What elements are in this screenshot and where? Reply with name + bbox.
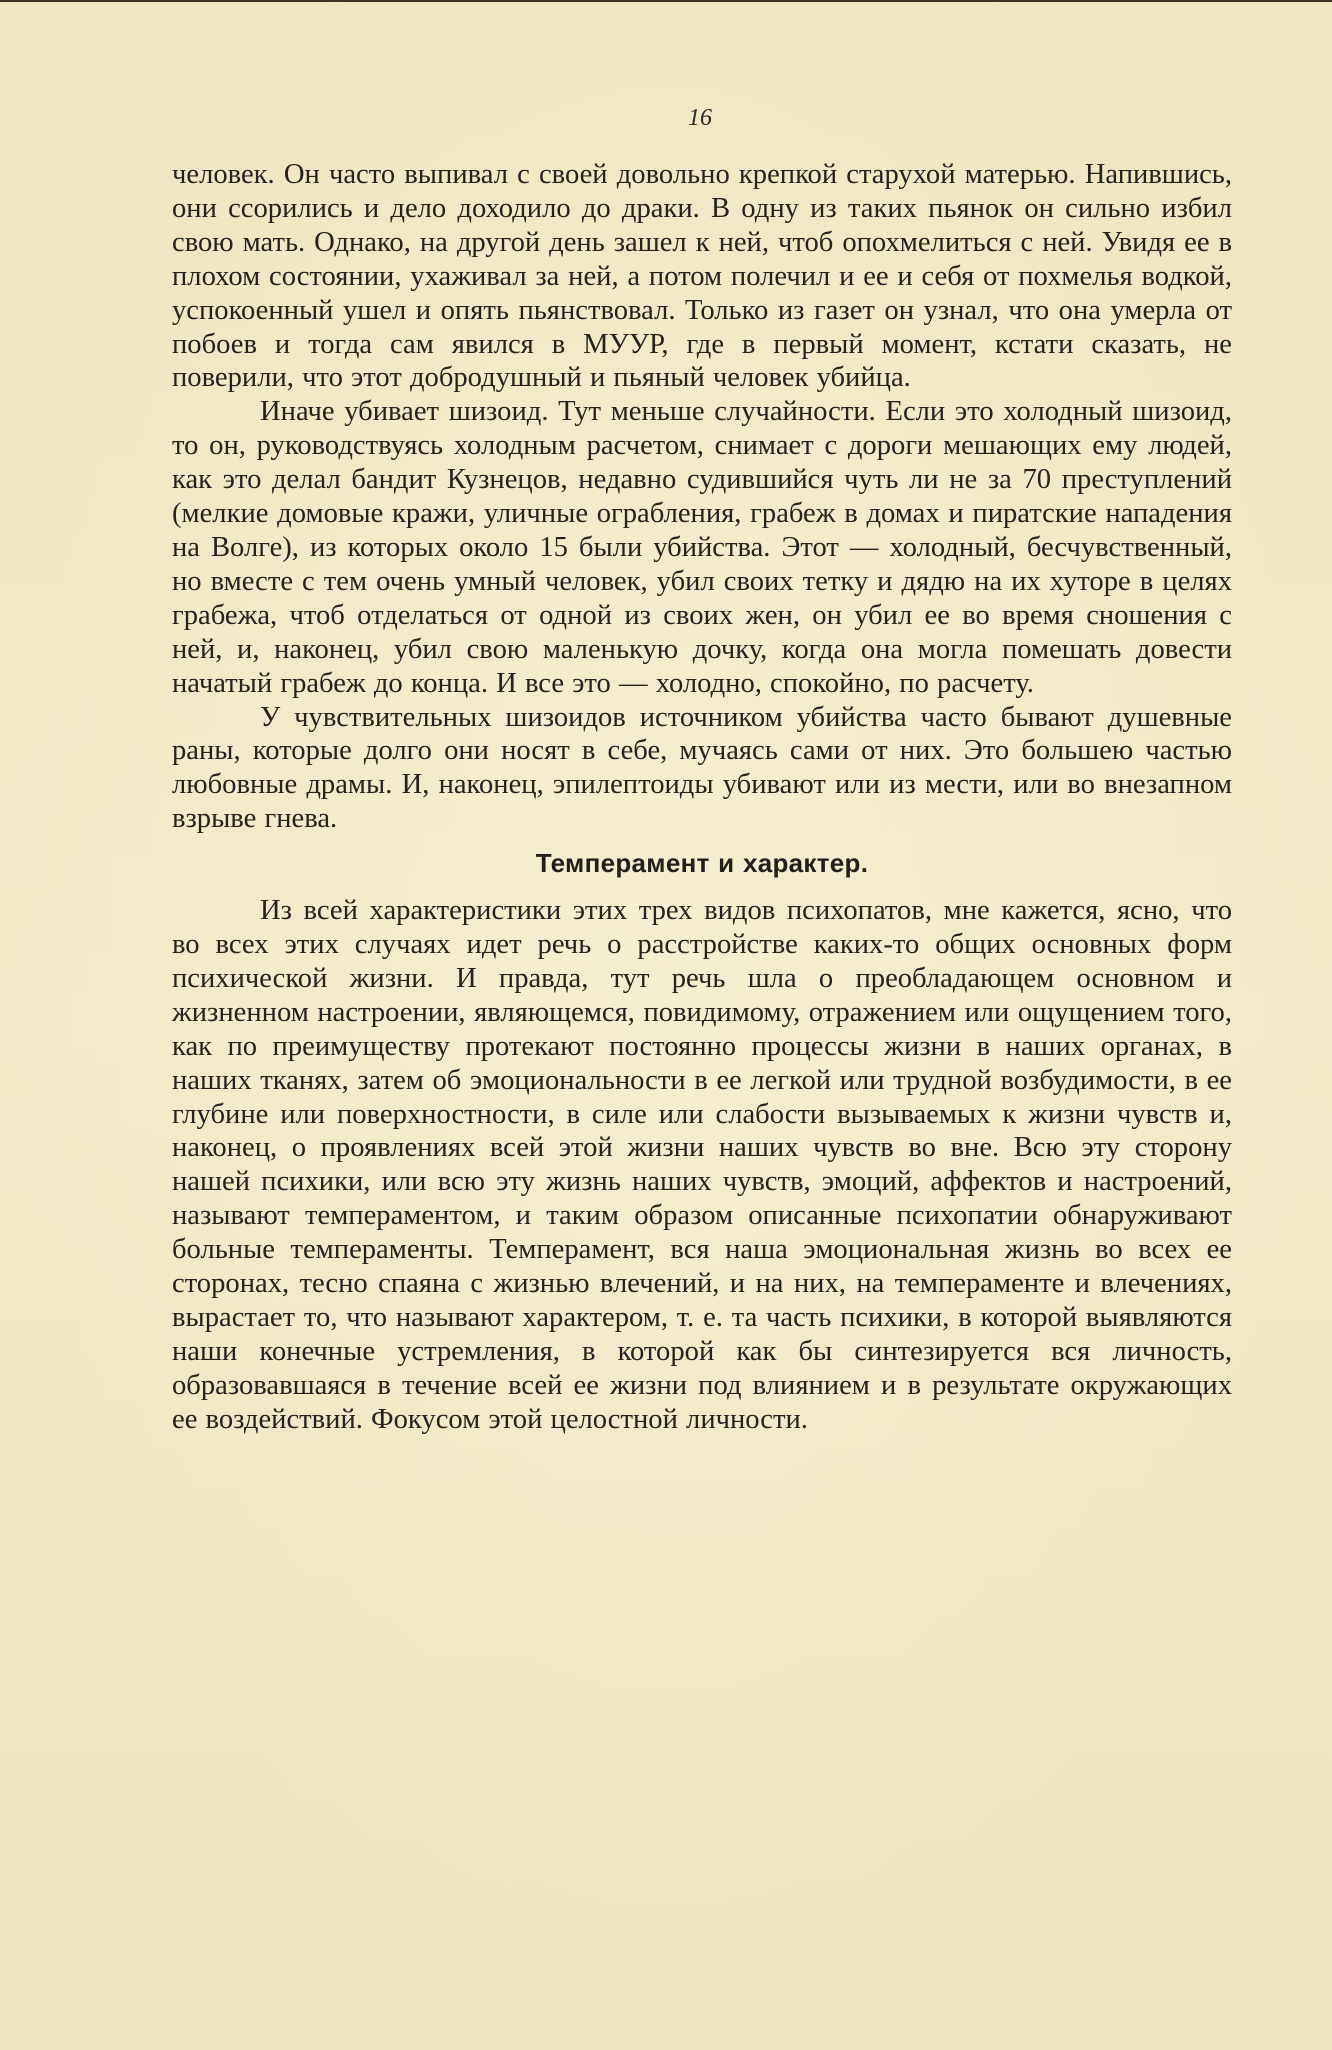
top-edge-line (0, 0, 1332, 2)
paragraph-temperament: Из всей характеристики этих трех видов психопатов, мне кажется, ясно, что во всех этих случаях идет речь о расстройстве каких-то общих основных форм психической жизни. И правда, тут речь шла о преобладающем основном и жизненном настроении, являющемся, повидимому, отражением или ощущением того, как по преимуществу протекают постоянно процессы жизни в наших органах, в наших тканях, затем об эмоциональности в ее легкой или трудной возбудимости, в ее глубине или поверхностности, в силе или слабости вызываемых к жизни чувств и, наконец, о проявлениях всей этой жизни наших чувств во вне. Всю эту сторону нашей психики, или всю эту жизнь наших чувств, эмоций, аффектов и настроений, называют темпераментом, и таким образом описанные психопатии обнаруживают больные темпераменты. Темперамент, вся наша эмоциональная жизнь во всех ее сторонах, тесно спаяна с жизнью влечений, и на них, на темпераменте и влечениях, вырастает то, что называют характером, т. е. та часть психики, в которой выявляются наши конечные устремления, в которой как бы синтезируется вся личность, образовавшаяся в течение всей ее жизни под влиянием и в результате окружающих ее воздействий. Фокусом этой целостной личности. (172, 895, 1232, 1435)
page-body (172, 158, 1232, 1437)
section-heading: Темперамент и характер. (535, 848, 869, 879)
paragraph-schizoid: Иначе убивает шизоид. Тут меньше случайности. Если это холодный шизоид, то он, руководствуясь холодным расчетом, снимает с дороги мешающих ему людей, как это делал бандит Кузнецов, недавно судившийся чуть ли не за 70 преступлений (мелкие домовые кражи, уличные ограбления, грабеж в домах и пиратские нападения на Волге), из которых около 15 были убийства. Этот — холодный, бесчувственный, но вместе с тем очень умный человек, убил своих тетку и дядю на их хуторе в целях грабежа, чтоб отделаться от одной из своих жен, он убил ее во время сношения с ней, и, наконец, убил свою маленькую дочку, когда она могла помешать довести начатый грабеж до конца. И все это — холодно, спокойно, по расчету. (172, 396, 1232, 699)
paragraph-sensitive-schizoids: У чувствительных шизоидов источником убийства часто бывают душевные раны, которые долго они носят в себе, мучаясь сами от них. Это большею частью любовные драмы. И, наконец, эпилептоиды убивают или из мести, или во внезапном взрыве гнева. (172, 701, 1232, 835)
paragraph-continuation: человек. Он часто выпивал с своей довольно крепкой старухой матерью. Напившись, они ссорились и дело доходило до драки. В одну из таких пьянок он сильно избил свою мать. Однако, на другой день зашел к ней, чтоб опохмелиться с ней. Увидя ее в плохом состоянии, ухаживал за ней, а потом полечил и ее и себя от похмелья водкой, успокоенный ушел и опять пьянствовал. Только из газет он узнал, что она умерла от побоев и тогда сам явился в МУУР, где в первый момент, кстати сказать, не поверили, что этот добродушный и пьяный человек убийца. (172, 159, 1232, 394)
page-number: 16 (688, 105, 712, 131)
